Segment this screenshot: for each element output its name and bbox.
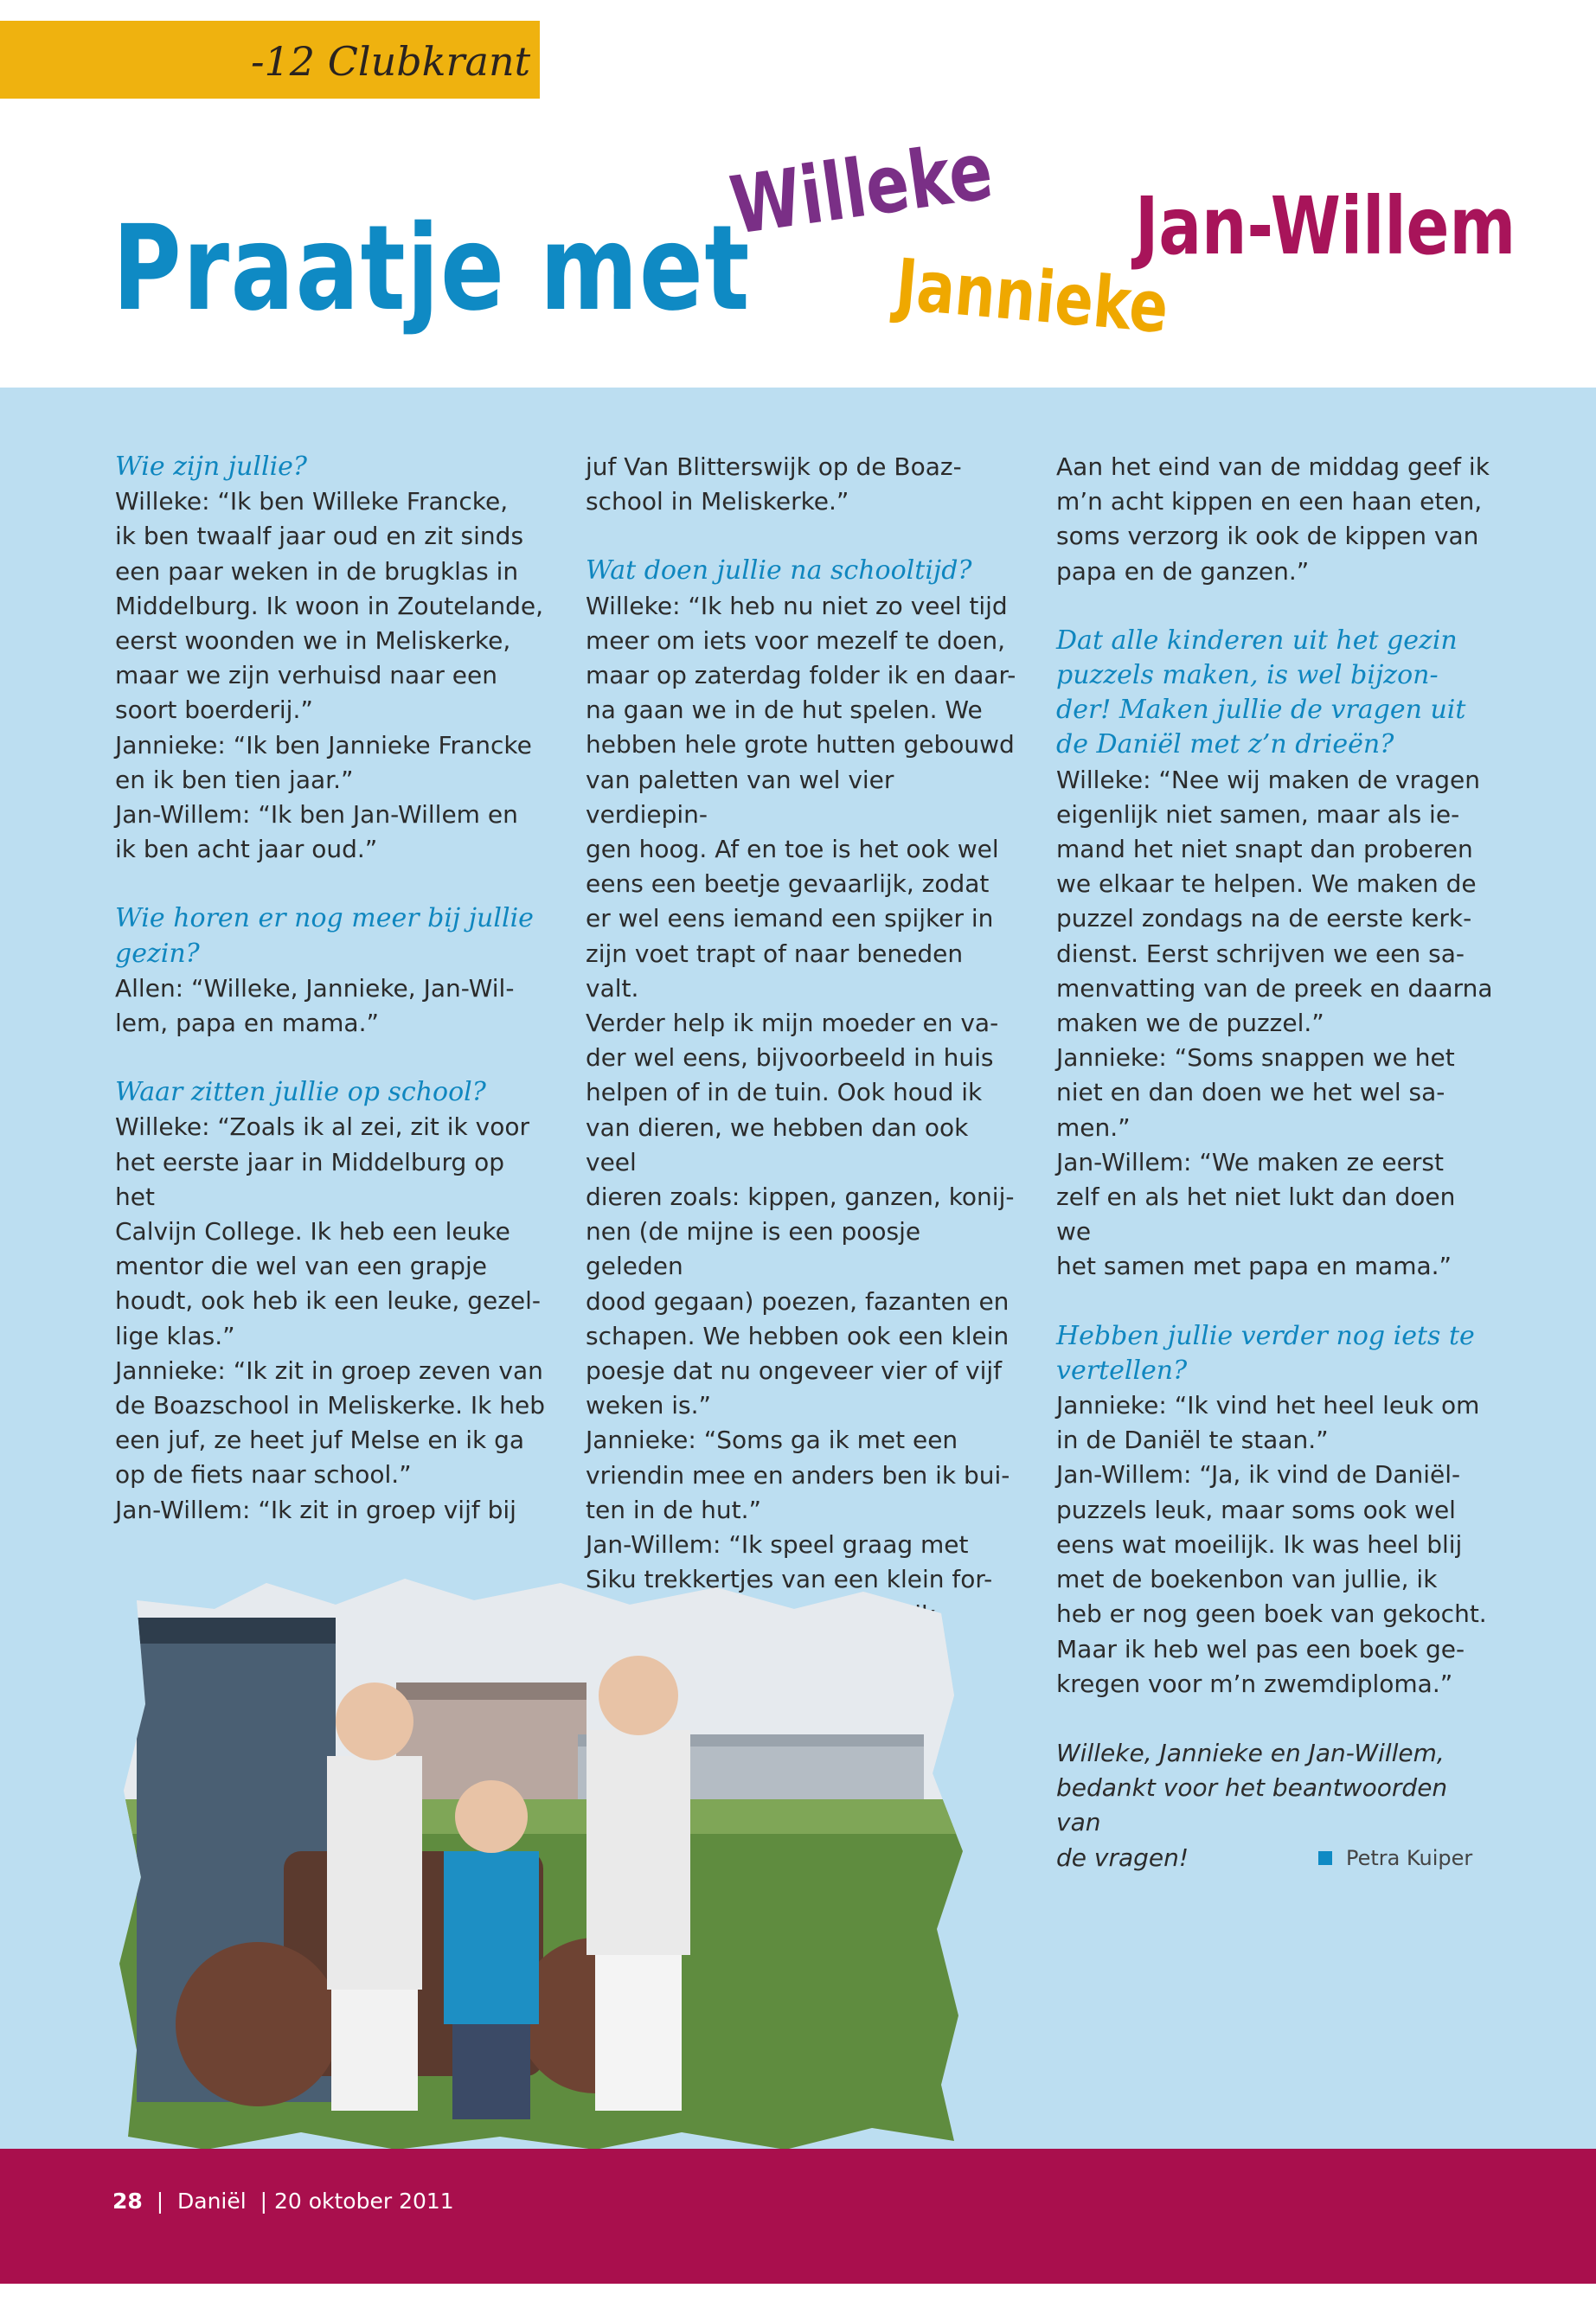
text-line: mand het niet snapt dan proberen: [1056, 835, 1473, 864]
text-line: puzzels leuk, maar soms ook wel: [1056, 1495, 1456, 1524]
text-line: hebben hele grote hutten gebouwd: [586, 730, 1015, 760]
text-line: Willeke: “Nee wij maken de vragen: [1056, 765, 1480, 794]
text-line: maar we zijn verhuisd naar een: [115, 661, 497, 690]
text-line: Jan-Willem: “Ik ben Jan-Willem en: [115, 800, 518, 830]
closing-line: de vragen!: [1056, 1843, 1189, 1872]
text-line: m’n acht kippen en een haan eten,: [1056, 487, 1483, 516]
text-line: dieren zoals: kippen, ganzen, konij-: [586, 1183, 1015, 1212]
magazine-name: Daniël: [177, 2189, 247, 2214]
text-line: men.”: [1056, 1112, 1131, 1142]
text-line: vriendin mee en anders ben ik bui-: [586, 1460, 1010, 1490]
text-line: Jannieke: “Ik vind het heel leuk om: [1056, 1391, 1480, 1420]
text-line: der wel eens, bijvoorbeeld in huis: [586, 1043, 994, 1073]
text-line: Aan het eind van de middag geef ik: [1056, 452, 1490, 481]
text-line: er wel eens iemand een spijker in: [586, 904, 994, 933]
text-line: Jan-Willem: “Ik zit in groep vijf bij: [115, 1495, 516, 1524]
text-line: eigenlijk niet samen, maar als ie-: [1056, 799, 1460, 829]
text-line: nen (de mijne is een poosje geleden: [586, 1217, 921, 1281]
question-heading: vertellen?: [1056, 1355, 1188, 1386]
text-line: van dieren, we hebben dan ook veel: [586, 1112, 969, 1176]
section-label: -12 Clubkrant: [251, 38, 531, 85]
answer-block: [115, 484, 548, 867]
text-line: meer om iets voor mezelf te doen,: [586, 625, 1006, 655]
text-line: maar op zaterdag folder ik en daar-: [586, 661, 1016, 690]
text-line: Middelburg. Ik woon in Zoutelande,: [115, 591, 544, 620]
text-line: het eerste jaar in Middelburg op het: [115, 1147, 505, 1211]
text-line: eens wat moeilijk. Ik was heel blij: [1056, 1529, 1463, 1559]
question-heading: Wie zijn jullie?: [115, 452, 307, 482]
text-line: lige klas.”: [115, 1321, 235, 1350]
text-line: Maar ik heb wel pas een boek ge-: [1056, 1634, 1465, 1663]
page-number: 28: [112, 2189, 143, 2214]
closing-line: bedankt voor het beantwoorden van: [1056, 1773, 1448, 1837]
question-heading: de Daniël met z’n drieën?: [1056, 729, 1394, 760]
text-line: weken is.”: [586, 1391, 711, 1420]
title-name-jannieke: Jannieke: [892, 244, 1172, 350]
text-line: Jannieke: “Ik ben Jannieke Francke: [115, 730, 532, 760]
text-line: juf Van Blitterswijk op de Boaz-: [586, 452, 962, 481]
page-title: Praatje met: [112, 201, 751, 337]
text-line: Willeke: “Ik ben Willeke Francke,: [115, 487, 509, 516]
text-line: Willeke: “Ik heb nu niet zo veel tijd: [586, 591, 1008, 620]
text-line: zelf en als het niet lukt dan doen we: [1056, 1183, 1456, 1247]
text-line: ten in de hut.”: [586, 1495, 762, 1524]
text-line: we elkaar te helpen. We maken de: [1056, 869, 1477, 899]
text-line: soms verzorg ik ook de kippen van: [1056, 522, 1479, 551]
text-line: Jannieke: “Soms snappen we het: [1056, 1043, 1455, 1073]
question-heading: gezin?: [115, 938, 200, 969]
text-line: Jan-Willem: “Ik speel graag met: [586, 1530, 969, 1560]
text-line: lem, papa en mama.”: [115, 1009, 379, 1038]
text-line: met de boekenbon van jullie, ik: [1056, 1565, 1438, 1594]
text-line: Calvijn College. Ik heb een leuke: [115, 1217, 510, 1247]
author-credit: [1318, 1846, 1472, 1870]
text-line: maken we de puzzel.”: [1056, 1009, 1324, 1038]
text-line: mentor die wel van een grapje: [115, 1252, 487, 1281]
question-heading: der! Maken jullie de vragen uit: [1056, 695, 1466, 726]
text-line: na gaan we in de hut spelen. We: [586, 695, 983, 725]
text-line: Verder help ik mijn moeder en va-: [586, 1009, 999, 1038]
text-line: Jannieke: “Ik zit in groep zeven van: [115, 1356, 543, 1385]
text-line: niet en dan doen we het wel sa-: [1056, 1078, 1445, 1107]
text-line: menvatting van de preek en daarna: [1056, 973, 1493, 1003]
article-column-3: [1056, 450, 1493, 1875]
text-line: van paletten van wel vier verdiepin-: [586, 765, 894, 829]
text-line: Jan-Willem: “We maken ze eerst: [1056, 1147, 1444, 1176]
text-line: op de fiets naar school.”: [115, 1460, 412, 1490]
question-heading: Wat doen jullie na schooltijd?: [586, 555, 972, 586]
text-line: school in Meliskerke.”: [586, 487, 849, 516]
author-name: Petra Kuiper: [1346, 1846, 1473, 1870]
text-line: het samen met papa en mama.”: [1056, 1252, 1452, 1281]
text-line: ik ben twaalf jaar oud en zit sinds: [115, 522, 524, 551]
page-footer: [0, 2149, 1596, 2284]
text-line: gen hoog. Af en toe is het ook wel: [586, 835, 999, 864]
question-heading: puzzels maken, is wel bijzon-: [1056, 660, 1439, 691]
text-line: dienst. Eerst schrijven we een sa-: [1056, 939, 1465, 968]
text-line: kregen voor m’n zwemdiploma.”: [1056, 1669, 1453, 1698]
text-line: Willeke: “Zoals ik al zei, zit ik voor: [115, 1112, 529, 1142]
text-line: Jan-Willem: “Ja, ik vind de Daniël-: [1056, 1460, 1461, 1490]
text-line: eerst woonden we in Meliskerke,: [115, 626, 511, 656]
text-line: houdt, ook heb ik een leuke, gezel-: [115, 1286, 541, 1316]
text-line: poesje dat nu ongeveer vier of vijf: [586, 1356, 1003, 1386]
text-line: dood gegaan) poezen, fazanten en: [586, 1286, 1010, 1316]
title-name-willeke: Willeke: [725, 124, 998, 253]
text-line: soort boerderij.”: [115, 695, 313, 725]
square-bullet-icon: [1318, 1851, 1332, 1865]
text-line: een juf, ze heet juf Melse en ik ga: [115, 1426, 525, 1455]
section-tab: [0, 21, 540, 99]
text-line: heb er nog geen boek van gekocht.: [1056, 1599, 1487, 1629]
question-heading: Dat alle kinderen uit het gezin: [1056, 625, 1458, 656]
text-line: in de Daniël te staan.”: [1056, 1426, 1329, 1455]
title-name-jan-willem: Jan-Willem: [1135, 180, 1516, 272]
issue-date: 20 oktober 2011: [273, 2189, 454, 2214]
article-column-2: [586, 450, 1018, 1667]
question-heading: Hebben jullie verder nog iets te: [1056, 1320, 1475, 1351]
closing-line: Willeke, Jannieke en Jan-Willem,: [1056, 1738, 1445, 1767]
text-line: Jannieke: “Soms ga ik met een: [586, 1426, 958, 1455]
text-line: helpen of in de tuin. Ook houd ik: [586, 1078, 983, 1107]
article-column-1: [115, 450, 548, 1528]
footer-text: 28 | Daniël | 20 oktober 2011: [112, 2189, 454, 2214]
text-line: puzzel zondags na de eerste kerk-: [1056, 904, 1472, 933]
question-heading: Wie horen er nog meer bij jullie: [115, 903, 534, 934]
text-line: zijn voet trapt of naar beneden valt.: [586, 939, 964, 1003]
text-line: schapen. We hebben ook een klein: [586, 1321, 1010, 1350]
text-line: eens een beetje gevaarlijk, zodat: [586, 869, 990, 899]
text-line: Siku trekkertjes van een klein for-: [586, 1565, 993, 1594]
text-line: en ik ben tien jaar.”: [115, 765, 354, 794]
text-line: papa en de ganzen.”: [1056, 556, 1310, 586]
text-line: ik ben acht jaar oud.”: [115, 835, 378, 864]
question-heading: Waar zitten jullie op school?: [115, 1077, 486, 1108]
text-line: Allen: “Willeke, Jannieke, Jan-Wil-: [115, 973, 515, 1003]
text-line: een paar weken in de brugklas in: [115, 556, 519, 586]
children-photo: [111, 1566, 976, 2154]
text-line: de Boazschool in Meliskerke. Ik heb: [115, 1391, 546, 1420]
